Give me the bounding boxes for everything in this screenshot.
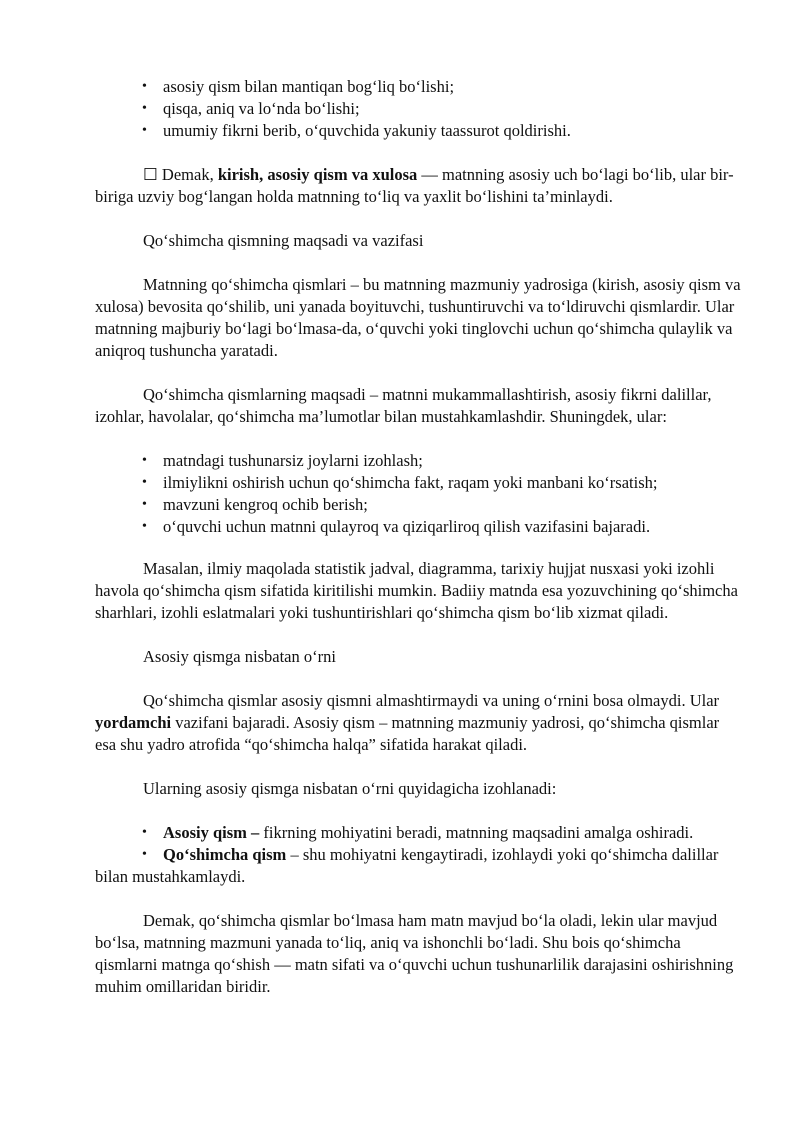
paragraph-intro-list: Ularning asosiy qismga nisbatan o‘rni quyidagicha izohlanadi: <box>143 779 557 798</box>
list-item <box>95 822 743 844</box>
bullet-list-conclusion <box>95 76 743 142</box>
paragraph-purpose: Qo‘shimcha qismlarning maqsadi – matnni mukammallashtirish, asosiy fikrni dalillar, izohlar, havolalar, qo‘shimcha ma’lumotlar bilan mustahkamlashdir. Shuningdek, ular: <box>95 385 712 426</box>
list-item: • asosiy qism bilan mantiqan bog‘liq bo‘lishi; <box>95 76 743 98</box>
list-item: • qisqa, aniq va lo‘nda bo‘lishi; <box>95 98 743 120</box>
list-item-text: – shu mohiyatni kengaytiradi, izohlaydi yoki qo‘shimcha dalillar bilan mustahkamlaydi. <box>95 845 719 886</box>
list-item-text: fikrning mohiyatini beradi, matnning maqsadini amalga oshiradi. <box>259 823 694 842</box>
section-heading: Qo‘shimcha qismning maqsadi va vazifasi <box>143 231 424 250</box>
list-item: • umumiy fikrni berib, o‘quvchida yakuniy taassurot qoldirishi. <box>95 120 743 142</box>
paragraph-summary <box>95 164 743 208</box>
bullet-list-comparison <box>95 822 743 888</box>
paragraph-definition: Matnning qo‘shimcha qismlari – bu matnning mazmuniy yadrosiga (kirish, asosiy qism va xulosa) bevosita qo‘shilib, uni yanada boyituvchi, tushuntiruvchi va to‘ldiruvchi qismlardir. Ular matnning majburiy bo‘lagi bo‘lmasa-da, o‘quvchi yoki tinglovchi uchun qo‘shimcha qulaylik va aniqroq tushuncha yaratadi. <box>95 275 741 360</box>
list-item: • ilmiylikni oshirish uchun qo‘shimcha fakt, raqam yoki manbani ko‘rsatish; <box>95 472 743 494</box>
paragraph-rest: — matnning asosiy uch bo‘lagi bo‘lib, ular bir-biriga uzviy bog‘langan holda matnning to‘liq va yaxlit bo‘lishini ta’minlaydi. <box>95 165 734 206</box>
bullet-list-functions <box>95 450 743 538</box>
bold-term: Asosiy qism – <box>163 823 260 842</box>
list-item: • o‘quvchi uchun matnni qulayroq va qiziqarliroq qilish vazifasini bajaradi. <box>95 516 743 538</box>
bold-phrase: yordamchi <box>95 713 172 732</box>
list-item <box>95 844 743 888</box>
paragraph-prefix: Qo‘shimcha qismlar asosiy qismni almashtirmaydi va uning o‘rnini bosa olmaydi. Ular <box>143 691 720 710</box>
section-heading: Asosiy qismga nisbatan o‘rni <box>143 647 336 666</box>
paragraph-example: Masalan, ilmiy maqolada statistik jadval, diagramma, tarixiy hujjat nusxasi yoki izohli havola qo‘shimcha qism sifatida kiritilishi mumkin. Badiiy matnda esa yozuvchining qo‘shimcha sharhlari, izohli eslatmalari yoki tushuntirishlari qo‘shimcha qism bo‘lib xizmat qiladi. <box>95 559 738 622</box>
bold-term: Qo‘shimcha qism <box>163 845 287 864</box>
bold-phrase: kirish, asosiy qism va xulosa <box>217 165 418 184</box>
paragraph-role <box>95 690 743 756</box>
paragraph-prefix: ☐ Demak, <box>143 165 218 184</box>
list-item: • matndagi tushunarsiz joylarni izohlash; <box>95 450 743 472</box>
paragraph-rest: vazifani bajaradi. Asosiy qism – matnning mazmuniy yadrosi, qo‘shimcha qismlar esa shu yadro atrofida “qo‘shimcha halqa” sifatida harakat qiladi. <box>95 713 720 754</box>
list-item: • mavzuni kengroq ochib berish; <box>95 494 743 516</box>
document-page <box>95 76 743 998</box>
paragraph-conclusion: Demak, qo‘shimcha qismlar bo‘lmasa ham matn mavjud bo‘la oladi, lekin ular mavjud bo‘lsa, matnning mazmuni yanada to‘liq, aniq va ishonchli bo‘ladi. Shu bois qo‘shimcha qismlarni matnga qo‘shish — matn sifati va o‘quvchi uchun tushunarlilik darajasini oshirishning muhim omillaridan biridir. <box>95 911 734 996</box>
